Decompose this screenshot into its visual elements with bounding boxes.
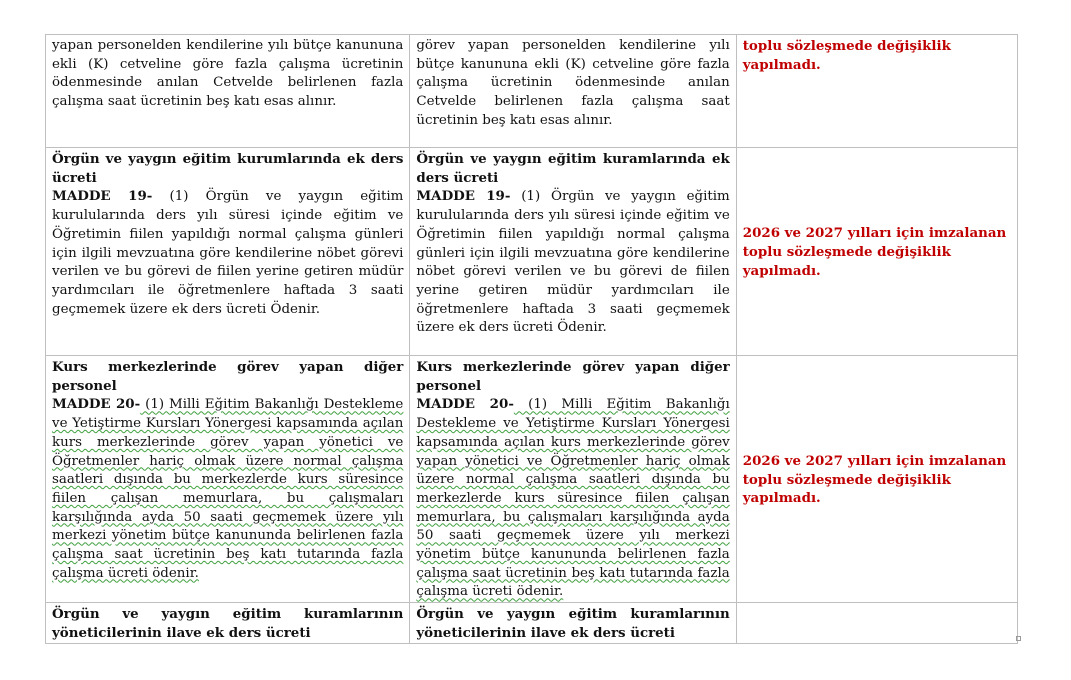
article-heading: Örgün ve yaygın eğitim kuramlarının yöneticilerinin ilave ek ders ücreti bbox=[52, 606, 404, 641]
table-end-marker-icon bbox=[1016, 636, 1021, 641]
old-article-body: (1) Örgün ve yaygın eğitim kurulularında ders yılı süresi içinde eğitim ve Öğretimin fiilen yapıldığı normal çalışma günleri için ilgili mevzuatına göre kendilerine nöbet görevi verilen ve bu görevi de fiilen yerine getiren müdür yardımcıları ile öğretmenlere haftada 3 saati geçmemek üzere ek ders ücreti Ödenir. bbox=[52, 189, 404, 317]
article-heading: Örgün ve yaygın eğitim kuramlarının yöneticilerinin ilave ek ders ücreti bbox=[416, 606, 730, 641]
status-cell[interactable] bbox=[736, 148, 1017, 356]
old-article-body: (1) Milli Eğitim Bakanlığı Destekleme ve Yetiştirme Kursları Yönergesi kapsamında açılan kurs merkezlerinde görev yapan yönetici ve Öğretmenler hariç olmak üzere normal çalışma saatleri dışında bu merkezlerde kurs süresince fiilen çalışan memurlara, bu çalışmaları karşılığında ayda 50 saati geçmemek üzere yılı merkezi yönetim bütçe kanununda belirlenen fazla çalışma saat ücretinin beş katı tutarında fazla çalışma ücreti ödenir. bbox=[52, 397, 404, 581]
article-number: MADDE 19- bbox=[52, 188, 153, 205]
change-status: 2026 ve 2027 yılları için imzalanan toplu sözleşmede değişiklik yapılmadı. bbox=[742, 225, 1007, 279]
new-article-body: (1) Örgün ve yaygın eğitim kurulularında ders yılı süresi içinde eğitim ve Öğretimin fiilen yapıldığı normal çalışma günleri için ilgili mevzuatına göre kendilerine nöbet görevi verilen ve bu görevi de fiilen yerine getiren müdür yardımcıları ile öğretmenlere haftada 3 saati geçmemek üzere ek ders ücreti Ödenir. bbox=[416, 189, 730, 336]
new-text-cell[interactable] bbox=[410, 148, 736, 356]
old-text-cell[interactable] bbox=[46, 603, 410, 643]
article-heading: Örgün ve yaygın eğitim kuramlarında ek ders ücreti bbox=[416, 151, 730, 186]
comparison-table bbox=[45, 34, 1018, 644]
new-article-body: (1) Milli Eğitim Bakanlığı Destekleme ve Yetiştirme Kursları Yönergesi kapsamında açılan kurs merkezlerinde görev yapan yönetici ve Öğretmenler hariç olmak üzere normal çalışma saatleri dışında bu merkezlerde kurs süresince fiilen çalışan memurlara, bu çalışmaları karşılığında ayda 50 saati geçmemek üzere yılı merkezi yönetim bütçe kanununda belirlenen fazla çalışma saat ücretinin beş katı tutarında fazla çalışma ücreti ödenir. bbox=[416, 397, 730, 600]
change-status: 2026 ve 2027 yılları için imzalanan toplu sözleşmede değişiklik yapılmadı. bbox=[742, 453, 1007, 507]
article-heading: Kurs merkezlerinde görev yapan diğer personel bbox=[52, 359, 404, 394]
table-row bbox=[46, 603, 1018, 643]
status-cell[interactable] bbox=[736, 35, 1017, 148]
table-row bbox=[46, 35, 1018, 148]
article-number: MADDE 19- bbox=[416, 188, 511, 205]
old-text-cell[interactable] bbox=[46, 148, 410, 356]
table-row bbox=[46, 148, 1018, 356]
article-number: MADDE 20- bbox=[52, 396, 141, 413]
old-article-body: yapan personelden kendilerine yılı bütçe kanununa ekli (K) cetveline göre fazla çalışma ücretinin ödenmesinde anılan Cetvelde belirlenen fazla çalışma saat ücretinin beş katı esas alınır. bbox=[52, 38, 404, 110]
new-text-cell[interactable] bbox=[410, 603, 736, 643]
change-status: toplu sözleşmede değişiklik yapılmadı. bbox=[742, 38, 951, 73]
article-heading: Örgün ve yaygın eğitim kurumlarında ek ders ücreti bbox=[52, 151, 404, 186]
new-text-cell[interactable] bbox=[410, 356, 736, 603]
status-cell[interactable] bbox=[736, 356, 1017, 603]
new-article-body: görev yapan personelden kendilerine yılı bütçe kanununa ekli (K) cetveline göre fazla çalışma ücretinin ödenmesinde anılan Cetvelde belirlenen fazla çalışma saat ücretinin beş katı esas alınır. bbox=[416, 38, 730, 128]
status-cell[interactable] bbox=[736, 603, 1017, 643]
new-text-cell[interactable] bbox=[410, 35, 736, 148]
article-number: MADDE 20- bbox=[416, 396, 514, 413]
table-row bbox=[46, 356, 1018, 603]
old-text-cell[interactable] bbox=[46, 356, 410, 603]
old-text-cell[interactable] bbox=[46, 35, 410, 148]
article-heading: Kurs merkezlerinde görev yapan diğer personel bbox=[416, 359, 730, 394]
